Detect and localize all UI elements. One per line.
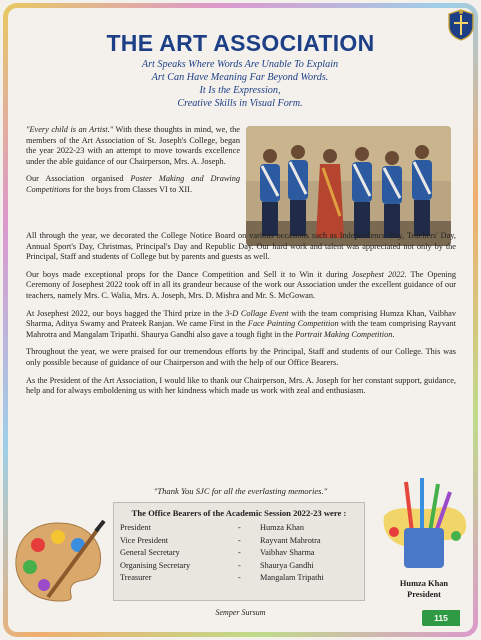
bearer-row [114, 572, 364, 585]
text-span: with the team comprising Humza Khan, Vaibhav Sharma, Aditya Swamy and Prateek Ranjan. We came First in the [26, 308, 456, 329]
signature-position: President [407, 590, 441, 599]
bearer-dash: - [238, 535, 241, 545]
bearer-name: Rayvant Mahrotra [260, 535, 321, 545]
emphasis: 3-D Collage Event [225, 308, 289, 318]
footer-motto: Semper Sursum [215, 608, 266, 617]
bearer-name: Shaurya Gandhi [260, 560, 314, 570]
page-title: THE ART ASSOCIATION [106, 30, 375, 56]
text-span: with the team comprising Rayvant Mahrotra and Mangalam Tripathi. Shaurya Gandhi also gave a tough fight in the [26, 319, 456, 339]
bearer-row [114, 547, 364, 560]
signature-name: Humza Khan [399, 579, 449, 588]
bearer-name: Mangalam Tripathi [260, 573, 324, 582]
paragraph-2 [26, 174, 240, 195]
intro-quote-line: Art Speaks Where Words Are Unable To Explain [141, 59, 339, 70]
text-span: The Opening Ceremony of Josephest 2022 took off in all its grandeur because of the work our Association under the excellent guidance of our teachers, namely Mrs. C. Walia, Mrs. A. Joseph, Mrs. D. Mishra and Mr. S. McGowan. [26, 269, 456, 300]
page-number-badge: 115 [422, 610, 460, 626]
intro-quote-line: Art Can Have Meaning Far Beyond Words. [151, 72, 329, 83]
text-span: Our boys made exceptional props for the Dance Competition and Sell it to Win it during [26, 269, 352, 279]
bearer-dash: - [238, 523, 241, 532]
bearer-name: Vaibhav Sharma [260, 548, 315, 557]
bearer-role: President [120, 523, 151, 532]
bearer-role: Organising Secretary [120, 560, 191, 570]
bearer-row [114, 522, 364, 535]
text-span: Our Association organised [26, 174, 131, 184]
bearer-role: Vice President [120, 535, 169, 545]
text-span: At Josephest 2022, our boys bagged the Third prize in the [26, 308, 226, 318]
bearer-dash: - [238, 573, 241, 582]
bearer-role: General Secretary [120, 548, 180, 557]
emphasis: Poster Making and Drawing Competitions [26, 174, 240, 194]
bearer-row [114, 560, 364, 573]
emphasis: Josephest 2022. [351, 269, 407, 279]
emphasis: Portrait Making Competition [295, 329, 393, 339]
bearer-dash: - [238, 548, 241, 557]
bearer-dash: - [238, 560, 241, 570]
text-span: . [392, 329, 395, 339]
inline-quote: "Every child is an Artist." [26, 125, 114, 134]
text-column [26, 125, 240, 203]
text-span: for the boys from Classes VI to XII. [70, 184, 193, 194]
paragraph-7: As the President of the Art Association, I would like to thank our Chairperson, Mrs. A. Joseph for her constant support, guidance, help and for always emboldening us with her kindness which made us work with zeal and enthusiasm. [26, 375, 456, 396]
brushes-cup-icon [376, 472, 471, 572]
text-span: With these thoughts in mind, we, the members of the Art Association of St. Joseph's College, began the year 2022-23 with an attempt to move towards excellence under the able guidance of our Chairperson, Mrs. A. Joseph. [26, 125, 240, 166]
intro-quote-line: Creative Skills in Visual Form. [177, 98, 303, 109]
text-full-width [26, 231, 456, 404]
bearer-row [114, 535, 364, 548]
paint-palette-icon [8, 515, 108, 605]
thanks-line: "Thank You SJC for all the everlasting memories." [153, 486, 328, 496]
paragraph-6: Throughout the year, we were praised for our tremendous efforts by the Principal, Staff and students of our College. This was only possible because of guidance of our Chairperson and with the help of our Office Bearers. [26, 347, 456, 367]
bearer-role: Treasurer [120, 573, 152, 582]
paragraph-1 [26, 125, 240, 167]
emphasis: Face Painting Competition [247, 319, 339, 329]
paragraph-3: All through the year, we decorated the College Notice Board on various occasions such as Independence Day, Teachers' Day, Annual Sport's Day, Christmas, Principal's Day and Republic Day. Our hard work and talent was appreciated not only by the Principal, Staff and students of College but by parents and guests as well. [26, 231, 456, 262]
paragraph-4 [26, 270, 456, 302]
paragraph-5 [26, 309, 456, 341]
office-bearers-title: The Office Bearers of the Academic Session 2022-23 were : [131, 508, 347, 518]
office-bearers-box [113, 502, 365, 601]
signature-block [383, 578, 465, 600]
group-photo [246, 126, 451, 246]
intro-quote-line: It Is the Expression, [199, 85, 281, 96]
intro-quote [40, 58, 440, 110]
bearer-name: Humza Khan [260, 523, 305, 532]
